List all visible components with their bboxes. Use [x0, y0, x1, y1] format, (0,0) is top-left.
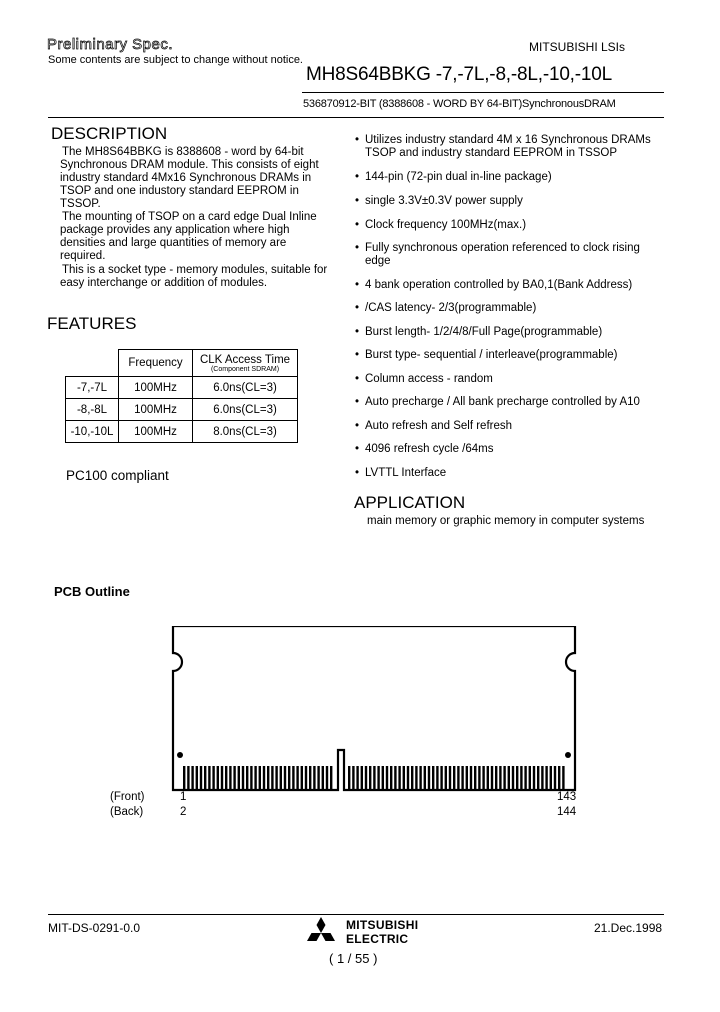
connector-pin	[330, 766, 332, 789]
description-line: TSOP and one industory standard EEPROM in	[60, 185, 299, 197]
speed-grade-cell: -10,-10L	[66, 421, 119, 443]
connector-pin	[424, 766, 426, 789]
connector-pin	[246, 766, 248, 789]
connector-pin	[326, 766, 328, 789]
connector-pin	[382, 766, 384, 789]
bullet-icon: •	[355, 349, 360, 361]
connector-pin	[554, 766, 556, 789]
connector-pin	[386, 766, 388, 789]
bullet-icon: •	[355, 420, 360, 432]
header-rule	[302, 92, 664, 93]
frequency-cell: 100MHz	[119, 377, 193, 399]
feature-text: LVTTL Interface	[365, 467, 447, 479]
edge-connector-pins-right	[348, 766, 565, 789]
change-notice: Some contents are subject to change without notice.	[48, 54, 303, 66]
connector-pin	[275, 766, 277, 789]
connector-pin	[369, 766, 371, 789]
bullet-icon: •	[355, 171, 360, 183]
footer-rule	[48, 914, 664, 915]
connector-pin	[233, 766, 235, 789]
connector-pin	[242, 766, 244, 789]
connector-pin	[263, 766, 265, 789]
frequency-cell: 100MHz	[119, 421, 193, 443]
connector-pin	[478, 766, 480, 789]
list-item	[355, 396, 640, 409]
connector-pin	[208, 766, 210, 789]
preliminary-label: Preliminary Spec.	[47, 36, 174, 53]
connector-pin	[183, 766, 185, 789]
page-number: ( 1 / 55 )	[329, 951, 378, 966]
connector-pin	[449, 766, 451, 789]
connector-pin	[191, 766, 193, 789]
speed-grade-table	[65, 349, 298, 443]
feature-text: Burst length- 1/2/4/8/Full Page(programmable)	[365, 326, 603, 338]
connector-pin	[415, 766, 417, 789]
list-item	[355, 420, 512, 433]
bullet-icon: •	[355, 134, 360, 146]
clk-access-header	[193, 350, 298, 377]
connector-pin	[520, 766, 522, 789]
connector-pin	[537, 766, 539, 789]
connector-pin	[221, 766, 223, 789]
feature-text-continued: TSOP and industry standard EEPROM in TSSOP	[365, 147, 618, 159]
connector-pin	[212, 766, 214, 789]
connector-pin	[457, 766, 459, 789]
connector-pin	[217, 766, 219, 789]
pc100-compliance: PC100 compliant	[66, 468, 169, 483]
connector-pin	[403, 766, 405, 789]
connector-pin	[280, 766, 282, 789]
connector-pin	[373, 766, 375, 789]
feature-text: Column access - random	[365, 373, 493, 385]
edge-connector-pins-left	[183, 766, 332, 789]
table-row	[66, 421, 298, 443]
connector-pin	[377, 766, 379, 789]
list-item	[355, 134, 651, 160]
feature-text: Clock frequency 100MHz(max.)	[365, 219, 527, 231]
company-name-line1: MITSUBISHI	[346, 918, 419, 932]
connector-pin	[200, 766, 202, 789]
feature-text: Burst type- sequential / interleave(programmable)	[365, 349, 618, 361]
feature-text: single 3.3V±0.3V power supply	[365, 195, 523, 207]
speed-grade-cell: -8,-8L	[66, 399, 119, 421]
feature-text: Auto refresh and Self refresh	[365, 420, 513, 432]
feature-text: 4 bank operation controlled by BA0,1(Bank Address)	[365, 279, 633, 291]
list-item	[355, 171, 552, 184]
access-time-cell: 8.0ns(CL=3)	[193, 421, 298, 443]
connector-pin	[292, 766, 294, 789]
connector-pin	[305, 766, 307, 789]
connector-pin	[204, 766, 206, 789]
pcb-board-outline	[173, 626, 575, 790]
bullet-icon: •	[355, 302, 360, 314]
frequency-cell: 100MHz	[119, 399, 193, 421]
connector-pin	[365, 766, 367, 789]
connector-pin	[313, 766, 315, 789]
connector-pin	[411, 766, 413, 789]
subtitle-rule	[48, 117, 664, 118]
connector-pin	[524, 766, 526, 789]
connector-pin	[545, 766, 547, 789]
connector-pin	[541, 766, 543, 789]
feature-text-continued: edge	[365, 255, 391, 267]
list-item	[355, 326, 602, 339]
bullet-icon: •	[355, 195, 360, 207]
connector-pin	[558, 766, 560, 789]
clk-access-subtitle: (Component SDRAM)	[210, 365, 280, 373]
connector-pin	[474, 766, 476, 789]
connector-pin	[356, 766, 358, 789]
connector-pin	[225, 766, 227, 789]
company-name-line2: ELECTRIC	[346, 932, 409, 946]
speed-grade-cell: -7,-7L	[66, 377, 119, 399]
access-time-cell: 6.0ns(CL=3)	[193, 377, 298, 399]
document-id: MIT-DS-0291-0.0	[48, 921, 141, 935]
list-item	[355, 467, 446, 480]
connector-pin	[196, 766, 198, 789]
connector-pin	[550, 766, 552, 789]
features-heading: FEATURES	[47, 314, 137, 333]
brand-lsi: MITSUBISHI LSIs	[529, 40, 626, 54]
connector-pin	[491, 766, 493, 789]
connector-pin	[259, 766, 261, 789]
frequency-header: Frequency	[119, 350, 193, 377]
table-row	[66, 399, 298, 421]
list-item	[355, 279, 632, 292]
connector-pin	[516, 766, 518, 789]
list-item	[355, 349, 617, 362]
list-item	[355, 219, 526, 232]
description-line: easy interchange or addition of modules.	[60, 277, 268, 289]
device-subtitle: 536870912-BIT (8388608 - WORD BY 64-BIT)SynchronousDRAM	[303, 98, 616, 110]
connector-pin	[317, 766, 319, 789]
mitsubishi-logo-icon	[303, 917, 339, 949]
document-date: 21.Dec.1998	[594, 921, 663, 935]
connector-pin	[322, 766, 324, 789]
bullet-icon: •	[355, 467, 360, 479]
connector-pin	[361, 766, 363, 789]
table-row	[66, 377, 298, 399]
feature-text: Auto precharge / All bank precharge controlled by A10	[365, 396, 640, 408]
connector-pin	[499, 766, 501, 789]
connector-pin	[187, 766, 189, 789]
connector-pin	[432, 766, 434, 789]
access-time-cell: 6.0ns(CL=3)	[193, 399, 298, 421]
description-line: The MH8S64BBKG is 8388608 - word by 64-bit	[62, 146, 304, 158]
connector-pin	[495, 766, 497, 789]
pin-number-first-back: 2	[180, 806, 187, 818]
description-line: package provides any application where high	[60, 224, 290, 236]
connector-pin	[533, 766, 535, 789]
bullet-icon: •	[355, 443, 360, 455]
bullet-icon: •	[355, 326, 360, 338]
mounting-hole	[565, 752, 571, 758]
description-line: The mounting of TSOP on a card edge Dual Inline	[62, 211, 317, 223]
pin-number-first-front: 1	[180, 791, 187, 803]
connector-pin	[445, 766, 447, 789]
connector-pin	[288, 766, 290, 789]
mounting-hole	[177, 752, 183, 758]
feature-text: Utilizes industry standard 4M x 16 Synchronous DRAMs	[365, 134, 651, 146]
feature-text: Fully synchronous operation referenced to clock rising	[365, 242, 640, 254]
connector-pin	[309, 766, 311, 789]
pcb-outline-drawing	[170, 626, 580, 792]
connector-pin	[453, 766, 455, 789]
bullet-icon: •	[355, 396, 360, 408]
connector-pin	[254, 766, 256, 789]
connector-pin	[284, 766, 286, 789]
description-line: densities and large quantities of memory are	[60, 237, 287, 249]
connector-pin	[348, 766, 350, 789]
connector-pin	[512, 766, 514, 789]
connector-pin	[461, 766, 463, 789]
connector-pin	[428, 766, 430, 789]
connector-pin	[508, 766, 510, 789]
list-item	[355, 242, 640, 268]
connector-pin	[487, 766, 489, 789]
feature-text: 4096 refresh cycle /64ms	[365, 443, 494, 455]
bullet-icon: •	[355, 242, 360, 254]
connector-pin	[271, 766, 273, 789]
connector-pin	[440, 766, 442, 789]
connector-pin	[352, 766, 354, 789]
connector-pin	[562, 766, 564, 789]
feature-text: 144-pin (72-pin dual in-line package)	[365, 171, 552, 183]
connector-pin	[250, 766, 252, 789]
connector-pin	[296, 766, 298, 789]
pin-number-last-back: 144	[557, 806, 577, 818]
description-heading: DESCRIPTION	[51, 124, 168, 143]
connector-pin	[407, 766, 409, 789]
list-item	[355, 195, 523, 208]
connector-pin	[390, 766, 392, 789]
application-text: main memory or graphic memory in computer systems	[367, 515, 645, 527]
list-item	[355, 302, 536, 315]
pin-number-last-front: 143	[557, 791, 577, 803]
connector-pin	[503, 766, 505, 789]
description-line: This is a socket type - memory modules, suitable for	[62, 264, 328, 276]
connector-pin	[529, 766, 531, 789]
connector-pin	[482, 766, 484, 789]
connector-pin	[267, 766, 269, 789]
description-line: industry standard 4Mx16 Synchronous DRAMs in	[60, 172, 312, 184]
bullet-icon: •	[355, 279, 360, 291]
pcb-outline-heading: PCB Outline	[54, 584, 130, 599]
list-item	[355, 443, 493, 456]
feature-text: /CAS latency- 2/3(programmable)	[365, 302, 537, 314]
connector-pin	[436, 766, 438, 789]
connector-pin	[419, 766, 421, 789]
list-item	[355, 373, 493, 386]
connector-pin	[470, 766, 472, 789]
front-side-label: (Front)	[110, 791, 145, 803]
table-corner	[66, 350, 119, 377]
connector-pin	[398, 766, 400, 789]
back-side-label: (Back)	[110, 806, 144, 818]
description-line: required.	[60, 250, 106, 262]
connector-pin	[301, 766, 303, 789]
bullet-icon: •	[355, 219, 360, 231]
application-heading: APPLICATION	[354, 493, 466, 512]
connector-pin	[394, 766, 396, 789]
connector-pin	[238, 766, 240, 789]
connector-pin	[466, 766, 468, 789]
clk-access-title: CLK Access Time	[199, 353, 291, 366]
part-number: MH8S64BBKG -7,-7L,-8,-8L,-10,-10L	[306, 64, 612, 85]
description-line: TSSOP.	[60, 198, 101, 210]
bullet-icon: •	[355, 373, 360, 385]
description-line: Synchronous DRAM module. This consists of eight	[60, 159, 319, 171]
connector-pin	[229, 766, 231, 789]
